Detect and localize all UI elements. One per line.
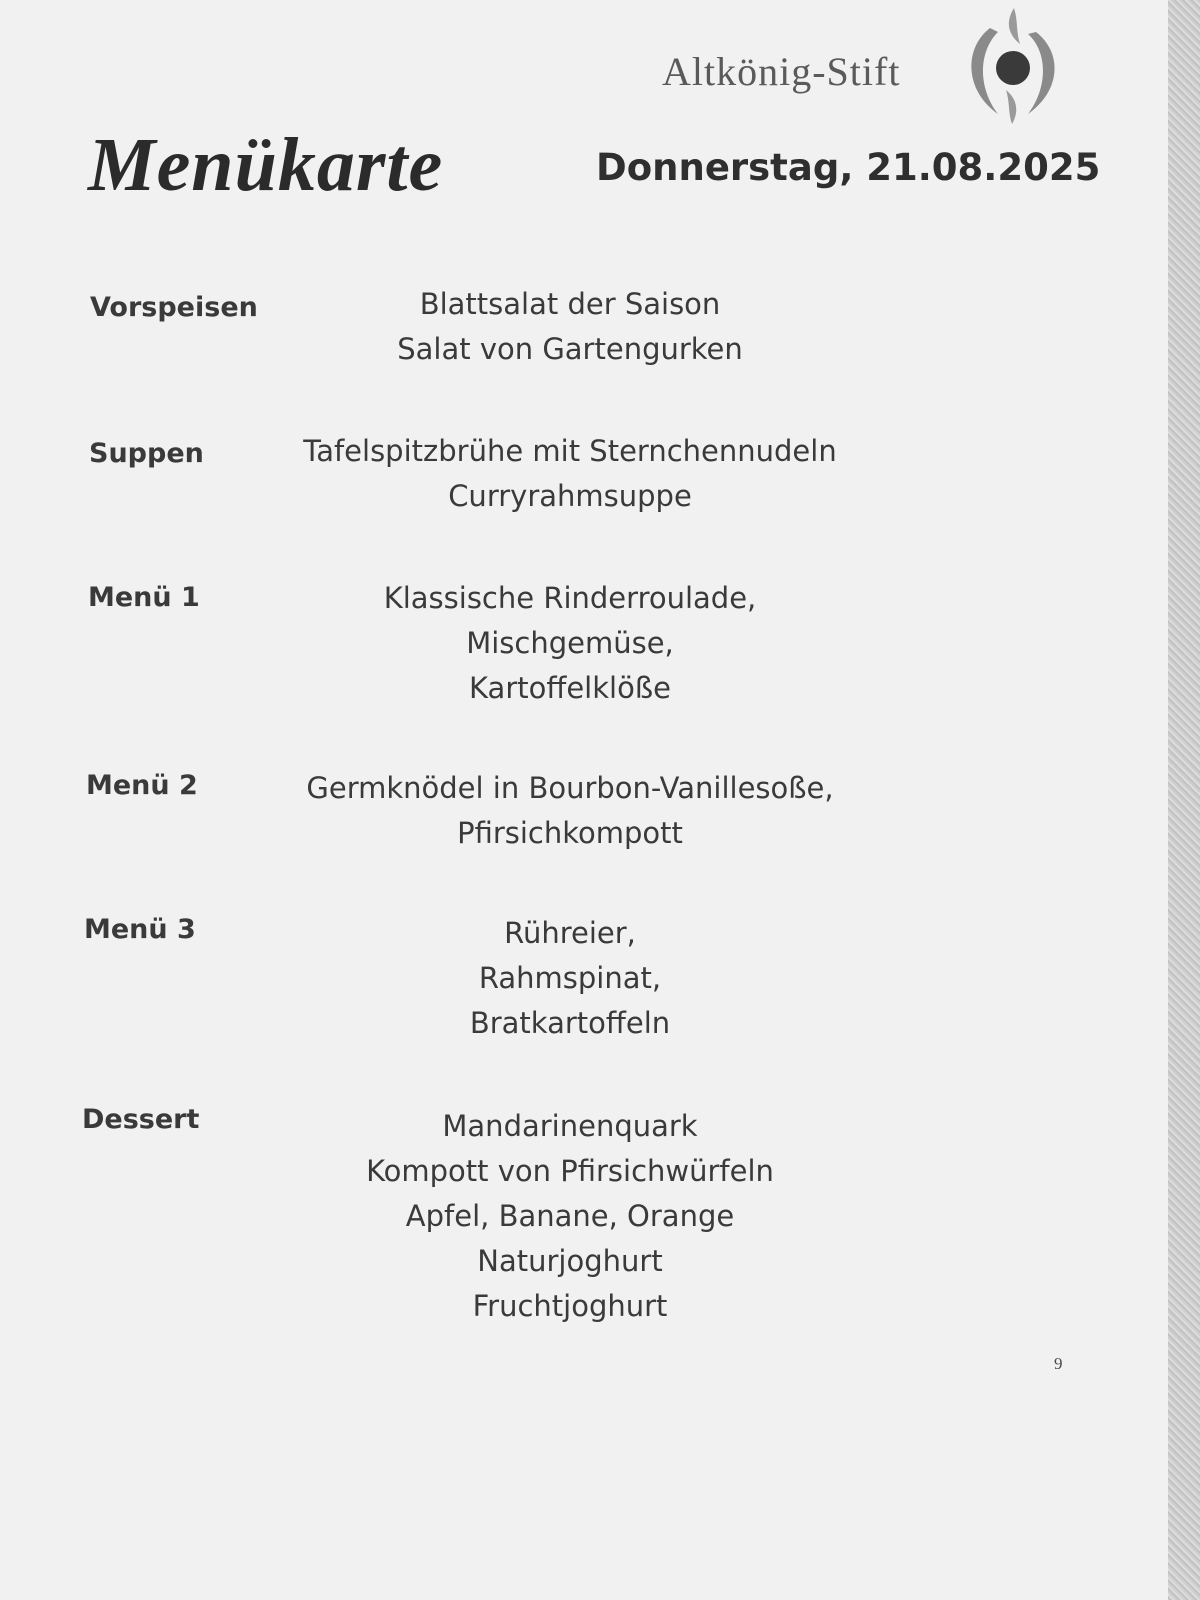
dish-item: Fruchtjoghurt <box>472 1289 668 1323</box>
course-label-menue-3: Menü 3 <box>84 914 196 945</box>
course-label-menue-1: Menü 1 <box>88 582 200 613</box>
course-dishes-menue-1 <box>300 576 840 711</box>
course-dishes-dessert <box>300 1104 840 1329</box>
dish-item: Mischgemüse, <box>466 626 674 660</box>
menu-date: Donnerstag, 21.08.2025 <box>596 146 1101 189</box>
dish-item: Mandarinenquark <box>442 1109 698 1143</box>
dish-item: Blattsalat der Saison <box>419 287 721 321</box>
course-dishes-menue-2 <box>300 766 840 856</box>
dish-item: Naturjoghurt <box>477 1244 663 1278</box>
page-title: Menükarte <box>88 123 444 207</box>
dish-item: Apfel, Banane, Orange <box>405 1199 735 1233</box>
course-label-suppen: Suppen <box>89 438 204 469</box>
dish-item: Rühreier, <box>504 916 636 950</box>
altkoenig-stift-logo-icon <box>958 6 1068 126</box>
dish-item: Tafelspitzbrühe mit Sternchennudeln <box>303 434 837 468</box>
brand-name: Altkönig-Stift <box>662 49 901 94</box>
dish-item: Germknödel in Bourbon-Vanillesoße, <box>306 771 834 805</box>
course-dishes-vorspeisen <box>300 282 840 372</box>
dish-item: Kompott von Pfirsichwürfeln <box>366 1154 774 1188</box>
page-edge <box>1168 0 1200 1600</box>
page-number: 9 <box>1054 1354 1063 1373</box>
dish-item: Pfirsichkompott <box>457 816 683 850</box>
course-label-vorspeisen: Vorspeisen <box>90 292 258 323</box>
dish-item: Salat von Gartengurken <box>397 332 743 366</box>
dish-item: Kartoffelklöße <box>469 671 671 705</box>
dish-item: Bratkartoffeln <box>469 1006 671 1040</box>
course-label-dessert: Dessert <box>82 1104 200 1135</box>
course-dishes-suppen <box>300 429 840 519</box>
dish-item: Rahmspinat, <box>478 961 662 995</box>
dish-item: Curryrahmsuppe <box>448 479 692 513</box>
course-dishes-menue-3 <box>300 911 840 1046</box>
dish-item: Klassische Rinderroulade, <box>383 581 757 615</box>
course-label-menue-2: Menü 2 <box>86 770 198 801</box>
